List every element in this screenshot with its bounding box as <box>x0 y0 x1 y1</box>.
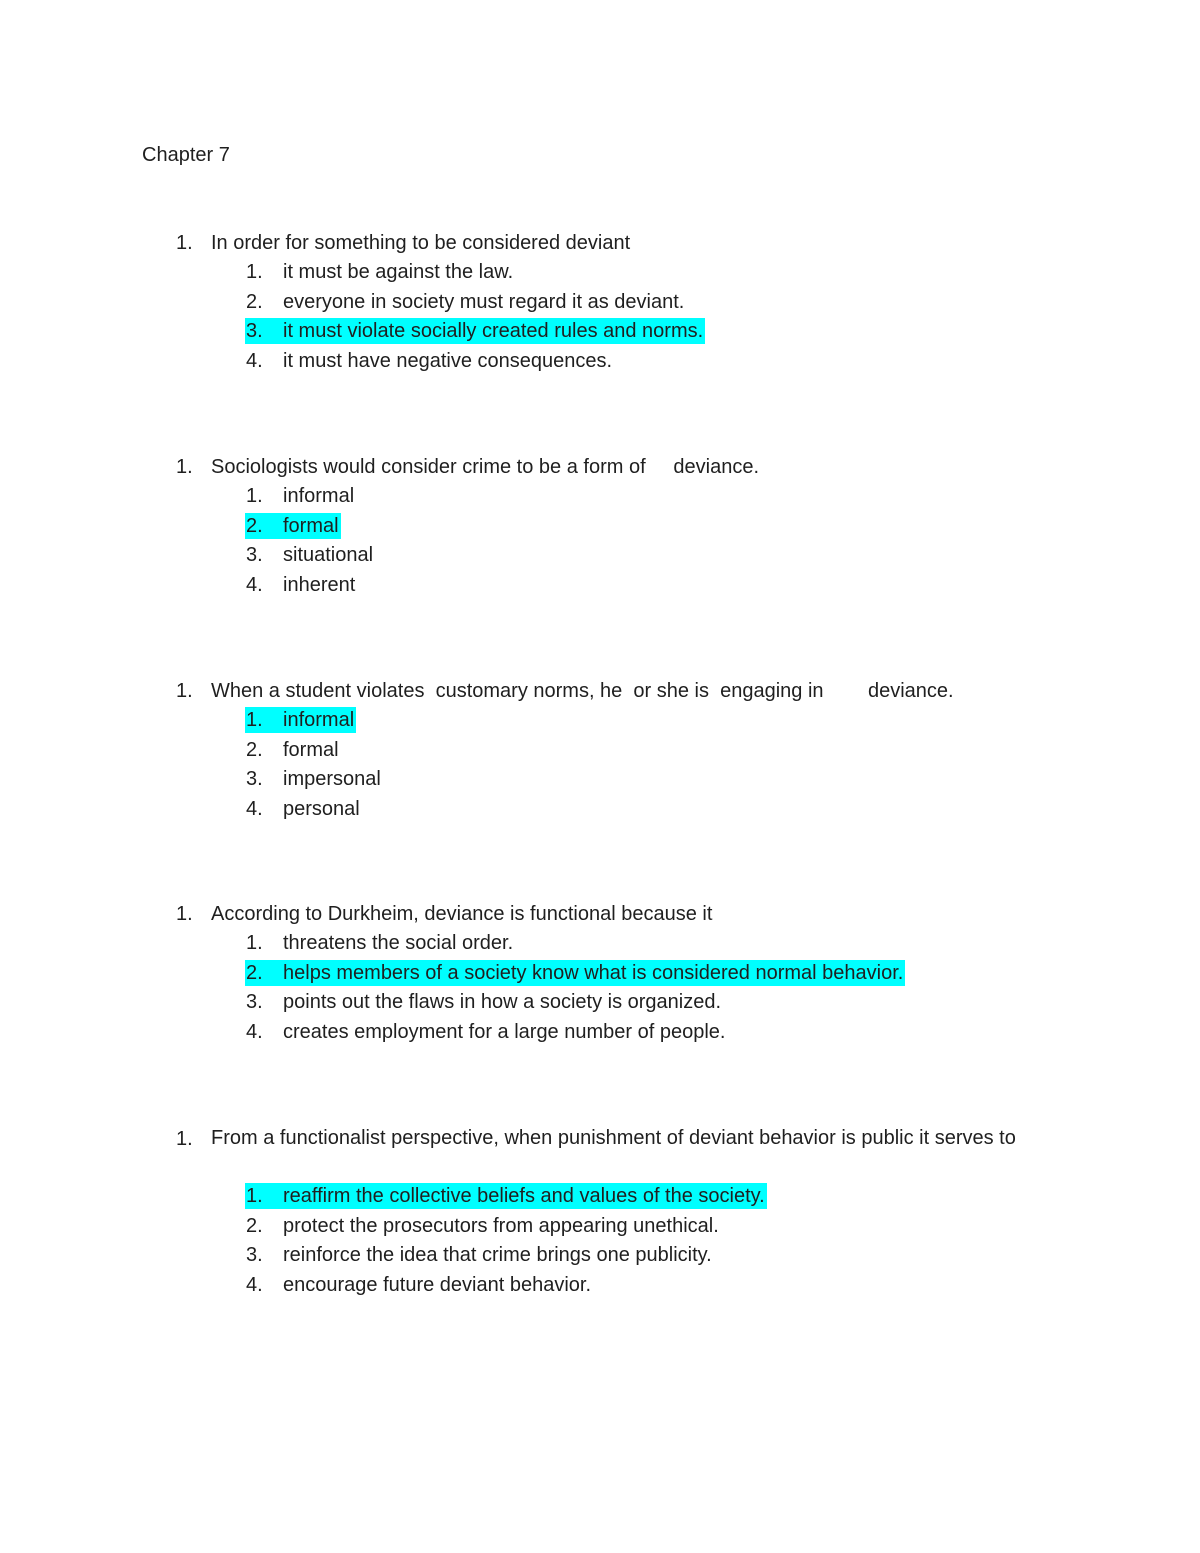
option-text: formal <box>283 514 339 537</box>
option-content <box>245 796 362 822</box>
question-block <box>0 228 1200 377</box>
option-number: 1. <box>246 1185 263 1207</box>
option-content <box>245 289 686 315</box>
answer-option-highlighted <box>0 512 1200 542</box>
answer-option <box>0 765 1200 795</box>
answer-option <box>0 541 1200 571</box>
question-text: Sociologists would consider crime to be a form of deviance. <box>211 456 760 478</box>
option-text: it must violate socially created rules and norms. <box>283 320 704 343</box>
option-number: 2. <box>246 1214 263 1237</box>
option-content-highlight <box>245 707 356 733</box>
option-number: 1. <box>246 261 263 283</box>
option-text: it must be against the law. <box>283 261 514 283</box>
answer-option <box>0 1241 1200 1271</box>
option-text: informal <box>283 485 355 507</box>
option-content <box>245 259 515 285</box>
option-content <box>245 572 357 598</box>
option-text: everyone in society must regard it as deviant. <box>283 290 685 313</box>
option-text: encourage future deviant behavior. <box>283 1274 591 1297</box>
question-stem <box>0 452 1200 482</box>
answer-option <box>0 258 1200 288</box>
option-content <box>245 766 383 792</box>
option-number: 3. <box>246 768 263 791</box>
option-number: 3. <box>246 991 263 1014</box>
option-number: 4. <box>246 798 263 821</box>
option-text: it must have negative consequences. <box>283 350 613 373</box>
option-text: points out the flaws in how a society is organized. <box>283 991 722 1014</box>
option-number: 2. <box>246 961 263 984</box>
option-content <box>245 930 515 956</box>
answer-option <box>0 988 1200 1018</box>
option-number: 4. <box>246 350 263 373</box>
option-content <box>245 1213 721 1239</box>
answer-option <box>0 1212 1200 1242</box>
answer-option <box>0 288 1200 318</box>
option-content-highlight <box>245 1183 767 1209</box>
option-number: 3. <box>246 1244 263 1267</box>
question-block <box>0 452 1200 601</box>
option-number: 1. <box>246 932 263 954</box>
option-number: 3. <box>246 544 263 567</box>
option-text: informal <box>283 709 355 731</box>
answer-option <box>0 482 1200 512</box>
option-number: 1. <box>246 485 263 507</box>
question-number: 1. <box>176 456 193 478</box>
answer-option-highlighted <box>0 706 1200 736</box>
answer-option-highlighted <box>0 317 1200 347</box>
answer-option <box>0 929 1200 959</box>
question-stem <box>0 676 1200 706</box>
option-content-highlight <box>245 318 705 344</box>
question-block <box>0 1124 1200 1301</box>
option-text: creates employment for a large number of people. <box>283 1021 726 1044</box>
question-number: 1. <box>176 1128 193 1150</box>
question-number: 1. <box>176 903 193 925</box>
option-content <box>245 1272 593 1298</box>
option-content-highlight <box>245 513 341 539</box>
option-number: 1. <box>246 709 263 731</box>
option-number: 2. <box>246 738 263 761</box>
question-number: 1. <box>176 232 193 254</box>
option-text: personal <box>283 798 360 821</box>
question-text: In order for something to be considered deviant <box>211 232 631 254</box>
option-number: 2. <box>246 514 263 537</box>
option-number: 3. <box>246 320 263 343</box>
option-number: 4. <box>246 574 263 597</box>
option-text: formal <box>283 738 339 761</box>
option-text: situational <box>283 544 374 567</box>
page-title: Chapter 7 <box>142 144 230 166</box>
option-content <box>245 989 723 1015</box>
option-content <box>245 1242 714 1268</box>
option-number: 4. <box>246 1274 263 1297</box>
option-text: reinforce the idea that crime brings one publicity. <box>283 1244 712 1267</box>
option-content <box>245 483 356 509</box>
option-content <box>245 348 614 374</box>
answer-option <box>0 795 1200 825</box>
answer-option <box>0 1018 1200 1048</box>
option-content <box>245 737 341 763</box>
answer-option <box>0 1271 1200 1301</box>
option-text: threatens the social order. <box>283 932 514 954</box>
question-text: When a student violates customary norms, he or she is engaging in deviance. <box>211 680 954 702</box>
option-number: 2. <box>246 290 263 313</box>
option-content-highlight <box>245 960 905 986</box>
answer-option <box>0 347 1200 377</box>
answer-option <box>0 736 1200 766</box>
question-stem <box>0 228 1200 258</box>
answer-option-highlighted <box>0 1182 1200 1212</box>
question-text: According to Durkheim, deviance is functional because it <box>211 903 713 925</box>
option-number: 4. <box>246 1021 263 1044</box>
option-content <box>245 1019 727 1045</box>
answer-option <box>0 571 1200 601</box>
option-text: reaffirm the collective beliefs and values of the society. <box>283 1185 765 1207</box>
question-block <box>0 676 1200 825</box>
option-text: protect the prosecutors from appearing unethical. <box>283 1214 719 1237</box>
question-number: 1. <box>176 680 193 702</box>
question-text: From a functionalist perspective, when punishment of deviant behavior is public it serves to <box>211 1127 1016 1149</box>
option-content <box>245 542 375 568</box>
option-text: impersonal <box>283 768 381 791</box>
option-text: inherent <box>283 574 356 597</box>
question-stem <box>0 1124 1200 1182</box>
answer-option-highlighted <box>0 959 1200 989</box>
question-stem <box>0 899 1200 929</box>
option-text: helps members of a society know what is considered normal behavior. <box>283 961 904 984</box>
question-block <box>0 899 1200 1048</box>
